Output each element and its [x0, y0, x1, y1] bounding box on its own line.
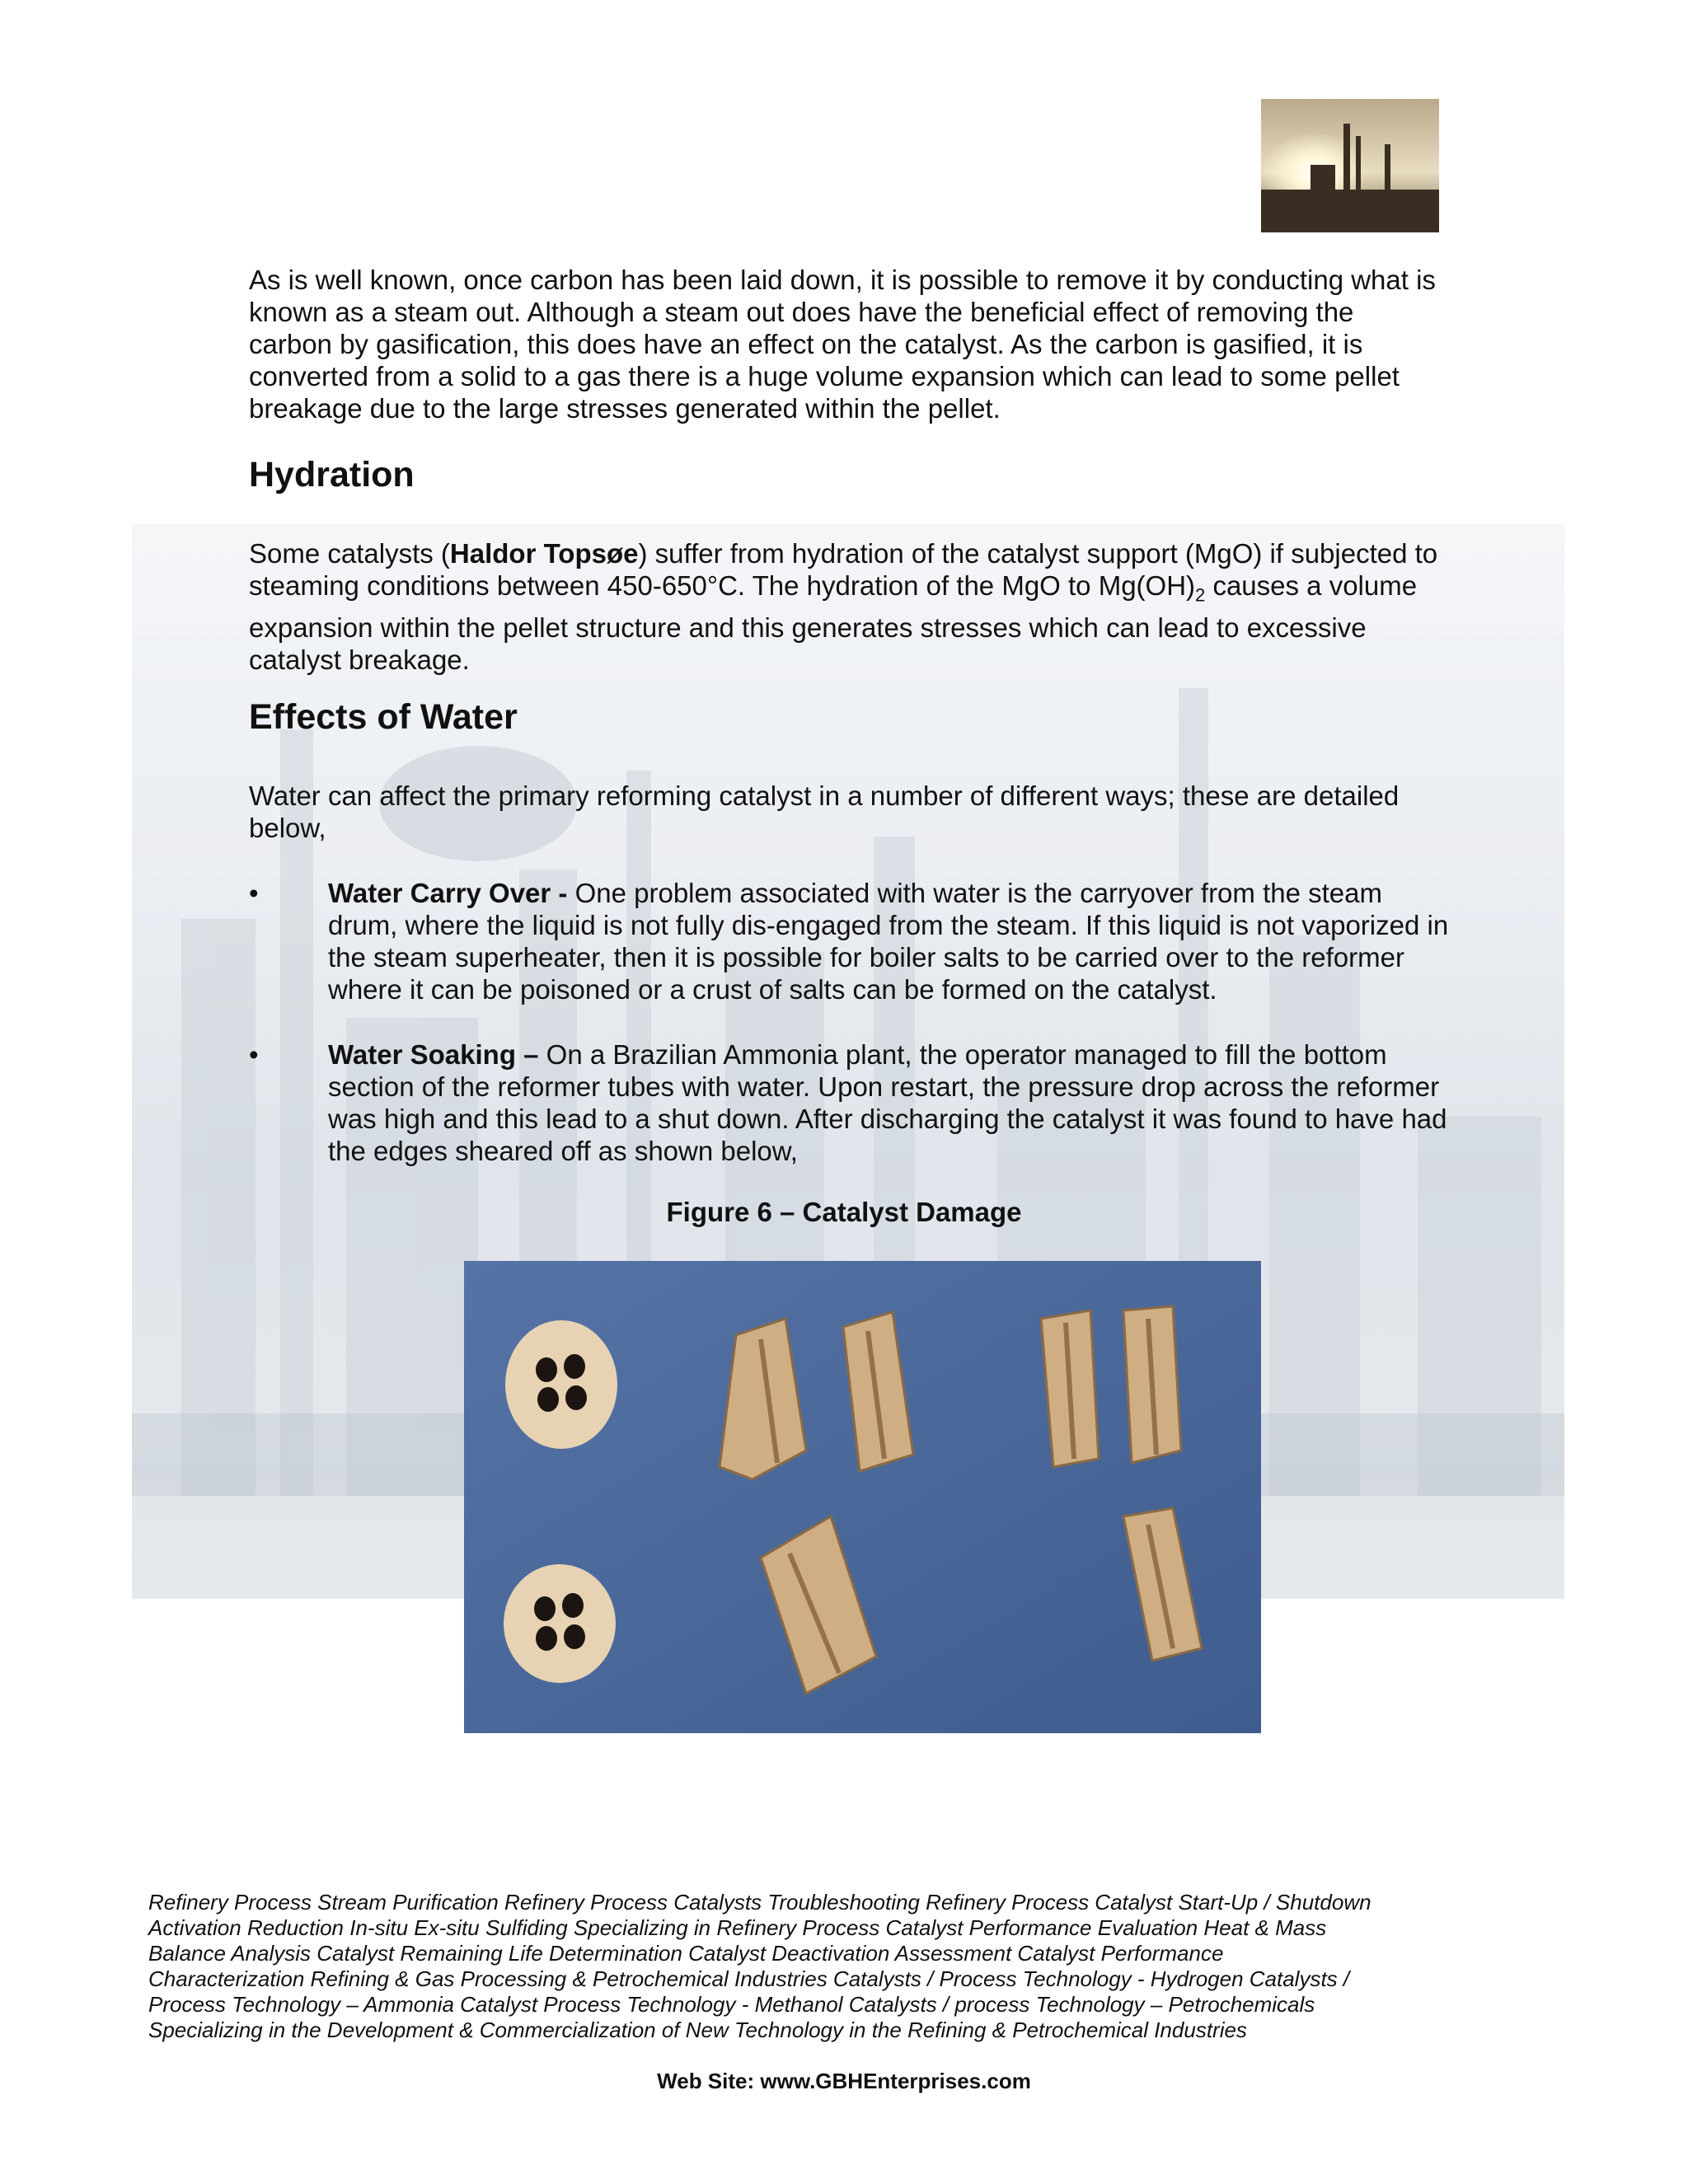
- footer-line: Process Technology – Ammonia Catalyst Process Technology - Methanol Catalysts / process Technology – Petrochemicals: [148, 1992, 1315, 2017]
- footer-line: Balance Analysis Catalyst Remaining Life Determination Catalyst Deactivation Assessment Catalyst Performance: [148, 1941, 1224, 1966]
- bullet-symbol: •: [249, 878, 259, 908]
- water-carry-over-title: Water Carry Over -: [328, 878, 568, 908]
- footer-line: Specializing in the Development & Commercialization of New Technology in the Refining & Petrochemical Industries: [148, 2018, 1247, 2042]
- hydration-paragraph: [249, 537, 1444, 676]
- bullet-symbol: •: [249, 1039, 259, 1070]
- hydration-heading: Hydration: [249, 455, 415, 494]
- water-intro-text: Water can affect the primary reforming catalyst in a number of different ways; these are detailed below,: [249, 780, 1400, 843]
- haldor-topsoe-bold: Haldor Topsøe: [449, 538, 639, 569]
- steam-out-text: As is well known, once carbon has been laid down, it is possible to remove it by conducting what is known as a steam out. Although a steam out does have the beneficial effect of removing the carbon by gasification, this does have an effect on the catalyst. As the carbon is gasified, it is converted from a solid to a gas there is a huge volume expansion which can lead to some pellet breakage due to the large stresses generated within the pellet.: [249, 265, 1436, 424]
- water-intro-paragraph: [249, 780, 1444, 844]
- subscript-2: 2: [1195, 584, 1206, 606]
- effects-of-water-heading: Effects of Water: [249, 697, 518, 737]
- water-soaking-title: Water Soaking –: [328, 1039, 539, 1070]
- water-soaking-text: On a Brazilian Ammonia plant, the operator managed to fill the bottom section of the reformer tubes with water. Upon restart, the pressure drop across the reformer was high and this lead to a shut down. After discharging the catalyst it was found to have had the edges sheared off as shown below,: [328, 1039, 1447, 1166]
- website-link[interactable]: Web Site: www.GBHEnterprises.com: [657, 2069, 1031, 2093]
- water-carry-over-text: One problem associated with water is the carryover from the steam drum, where the liquid is not fully dis-engaged from the steam. If this liquid is not vaporized in the steam superheater, then it is possible for boiler salts to be carried over to the reformer where it can be poisoned or a crust of salts can be formed on the catalyst.: [328, 878, 1449, 1005]
- footer-line: Activation Reduction In-situ Ex-situ Sulfiding Specializing in Refinery Process Catalyst Performance Evaluation Heat & Mass: [148, 1915, 1327, 1940]
- catalyst-damage-photo: [464, 1261, 1261, 1733]
- hydration-text-before: Some catalysts (: [249, 538, 450, 569]
- header-refinery-photo: [1261, 99, 1439, 232]
- footer-line: Characterization Refining & Gas Processing & Petrochemical Industries Catalysts / Process Technology - Hydrogen Catalysts /: [148, 1966, 1350, 1991]
- footer-line: Refinery Process Stream Purification Refinery Process Catalysts Troubleshooting Refinery Process Catalyst Start-Up / Shutdown: [148, 1890, 1372, 1915]
- intro-paragraph: [249, 264, 1444, 424]
- hydration-text-mid: ) suffer from hydration of the catalyst support (MgO) if subjected to steaming conditions between 450-650°C. The hydration of the MgO to Mg(OH): [249, 538, 1438, 601]
- figure-caption: Figure 6 – Catalyst Damage: [666, 1197, 1022, 1227]
- footer-services-list: [148, 1890, 1467, 2043]
- hydration-text-after: causes a volume expansion within the pellet structure and this generates stresses which can lead to excessive catalyst breakage.: [249, 570, 1418, 675]
